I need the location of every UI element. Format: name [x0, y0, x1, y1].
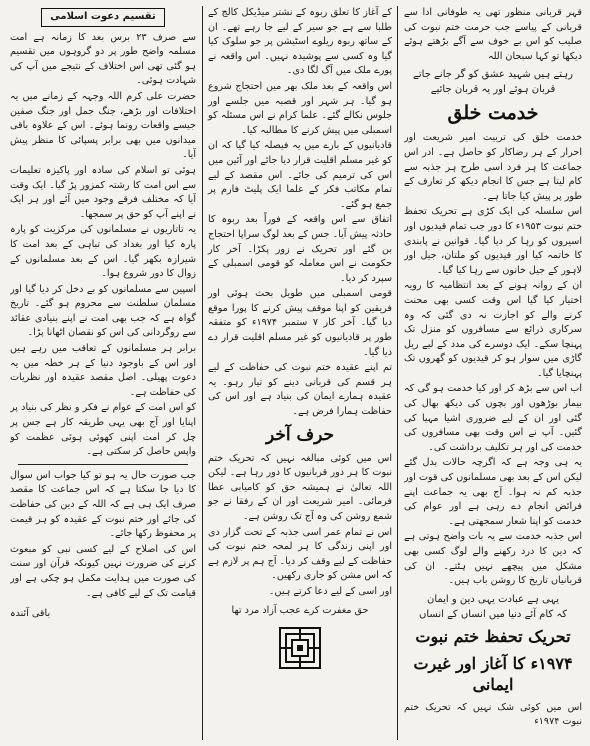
poem-1 [404, 67, 582, 97]
left-paragraph: سے صرف ۲۳ برس بعد کا زمانہ ہے امت مسلمہ واضح طور پر دو گروہوں میں تقسیم ہو گئی تھی اس اختلاف کے نتیجے میں آپ کی شہادت ہوئی۔ [10, 31, 196, 87]
left-paragraph: یہ تاتاریوں نے مسلمانوں کی مرکزیت کو پارہ پارہ کیا اور بغداد کی تباہی کے بعد امت کا شیرازہ بکھر گیا۔ اس کے بعد مسلمانوں کے زوال کا دور شروع ہوا۔ [10, 224, 196, 280]
divider [18, 464, 188, 465]
right-closing: اس میں کوئی شک نہیں کہ تحریک ختم نبوت ۱۹۷۴ء [404, 701, 582, 728]
section-tag: تقسیم دعوت اسلامی [41, 8, 164, 27]
left-paragraph: اسپین سے مسلمانوں کو بے دخل کر دیا گیا اور مسلمان سلطنت سے محروم ہو گئے۔ تاریخ گواہ ہے کہ جب بھی امت نے اپنے بنیادی عقائد سے روگردانی کی اس کو نقصان اٹھانا پڑا۔ [10, 283, 196, 339]
middle-paragraph: اتفاق سے اس واقعہ کے فوراً بعد ربوہ کا حادثہ پیش آیا۔ جس کے بعد لوگ سراپا احتجاج بن گئے اور تحریک نے زور پکڑا۔ آخر کار حکومت نے اس معاملہ کو قومی اسمبلی کے سپرد کر دیا۔ [208, 214, 392, 284]
right-paragraph: اس جذبہ خدمت سے یہ بات واضح ہوتی ہے کہ دین کا درد رکھنے والے لوگ کسی بھی مشکل میں پیچھے نہیں ہٹتے۔ ان کی قربانیاں تاریخ کا روشن باب ہیں۔ [404, 531, 582, 587]
right-paragraph: اب اس سے بڑھ کر اور کیا خدمت ہو گی کہ بیمار بوڑھوں اور بچوں کی دیکھ بھال کی گئی اور ان کے لیے ضروری اشیا مہیا کی گئیں۔ آپ نے اس وقت بھی مسافروں کی خدمت کی اور ہر تکلیف برداشت کی۔ [404, 383, 582, 453]
middle-column [202, 6, 398, 740]
slogan-line-2: ۱۹۷۴ء کا آغاز اور غیرت ایمانی [413, 653, 573, 694]
right-paragraph: یہ ہی وجہ ہے کہ اگرچہ حالات بدل گئے لیکن اس کے بعد بھی مسلمانوں کی قوت اور جذبہ کم نہ ہوا۔ آج بھی یہ جماعت اپنے فرائض انجام دے رہی ہے اور عوام کی خدمت کو اپنا شعار سمجھتی ہے۔ [404, 457, 582, 527]
continued-note: باقی آئندہ [10, 608, 51, 620]
middle-paragraph: کے آغاز کا تعلق ربوہ کے نشتر میڈیکل کالج کے طلبا سے ہے جو سیر کے لیے جا رہے تھے۔ ان کے ساتھ ربوہ ریلوے اسٹیشن پر جو سلوک کیا گیا وہ کسی سے پوشیدہ نہیں۔ اس واقعہ نے پورے ملک میں آگ لگا دی۔ [208, 7, 392, 77]
ornament-icon [208, 626, 392, 670]
heading-harf-e-akhir: حرف آخر [265, 424, 335, 445]
middle-final-paragraph: اس میں کوئی مبالغہ نہیں کہ تحریک ختم نبوت کا ہر دور قربانیوں کا دور رہا ہے۔ لیکن اللہ تعالیٰ نے ہمیشہ حق کو کامیابی عطا فرمائی۔ امیر شریعت اور ان کے رفقا نے جو شمع روشن کی وہ آج تک روشن ہے۔ [208, 452, 392, 522]
middle-final-paragraph: اور اسی کے لیے دعا کرتے ہیں۔ [268, 585, 392, 597]
heading-khidmat-e-khalq: خدمت خلق [447, 102, 539, 125]
poem-1-line-2: قربان ہوئے اور یہ قربان جائیے [430, 84, 556, 96]
right-paragraph: خدمت خلق کی تربیت امیر شریعت اور احرار کے ہر رضاکار کو حاصل ہے۔ ادر اس جماعت کا ہر فرد اسی طرح ہر جذبہ سے کام لیتا ہے جس کا انجام دیکھ کر تعارف کے طور پر پیش کیا جاتا ہے۔ [404, 132, 582, 202]
middle-final-paragraph: اس نے تمام عمر اسی جذبہ کے تحت گزار دی اور اپنی زندگی کا ہر لمحہ ختم نبوت کی حفاظت کے لیے وقف کر دیا۔ آج ہم پر لازم ہے کہ اس مشن کو جاری رکھیں۔ [208, 526, 392, 582]
left-column [10, 6, 196, 740]
middle-paragraph: قومی اسمبلی میں طویل بحث ہوئی اور فریقین کو اپنا موقف پیش کرنے کا پورا موقع دیا گیا۔ آخر کار ۷ ستمبر ۱۹۷۴ء کو متفقہ طور پر قادیانیوں کو غیر مسلم اقلیت قرار دے دیا گیا۔ [208, 288, 392, 358]
middle-paragraph: اس واقعہ کے بعد ملک بھر میں احتجاج شروع ہو گیا۔ ہر شہر اور قصبہ میں جلسے اور جلوس نکالے گئے۔ علما کرام نے اس مسئلہ کو اسمبلی میں پیش کرنے کا مطالبہ کیا۔ [208, 80, 392, 136]
left-paragraph: اس کی اصلاح کے لیے کسی نبی کو مبعوث کرنے کی ضرورت نہیں کیونکہ قرآن اور سنت کی صورت میں ہدایت مکمل ہو چکی ہے اور قیامت تک کے لیے کافی ہے۔ [10, 543, 196, 599]
middle-paragraph: قادیانیوں کے بارے میں یہ فیصلہ کیا گیا کہ ان کو غیر مسلم اقلیت قرار دیا جائے اور آئین میں اس کی ترمیم کی جائے۔ اس مقصد کے لیے تمام مکاتب فکر کے علما ایک پلیٹ فارم پر جمع ہو گئے۔ [208, 140, 392, 210]
left-paragraph: جب صورت حال یہ ہو تو کیا جواب اس سوال کا دیا جا سکتا ہے کہ اس جماعت کا مقصد صرف ایک ہی ہے کہ اللہ کے دین کی حفاظت کی جائے اور ختم نبوت کے عقیدہ کو ہر قیمت پر محفوظ رکھا جائے۔ [10, 469, 196, 540]
poem-2-line-1: یہی ہے عبادت یہی دین و ایمان [426, 593, 560, 605]
right-column [404, 6, 582, 740]
left-paragraph: کو اس امت کے عوام نے فکر و نظر کی بنیاد پر اپنایا اور آج بھی یہی طریقہ کار ہے جس پر چل کر امت اپنی کھوئی ہوئی عظمت کو واپس حاصل کر سکتی ہے۔ [10, 402, 196, 458]
middle-paragraph: تم اپنے عقیدہ ختم نبوت کی حفاظت کے لیے ہر قسم کی قربانی دینے کو تیار رہو۔ یہ عقیدہ ہمارے ایمان کی بنیاد ہے اور اس کی حفاظت ہمارا فرض ہے۔ [208, 362, 392, 418]
right-paragraph: ان کے روانہ ہونے کے بعد انتظامیہ کا رویہ اختیار کیا گیا اس وقت کسی بھی محنت کرنے والے کو اجازت نہ دی گئی کہ وہ سرکاری ذرائع سے مسافروں کو منزل تک پہنچا سکے۔ ایک دوسرے کی مدد کے لیے ریل گاڑی میں سوار ہو کر قیدیوں کو گھروں تک پہنچایا گیا۔ [404, 280, 582, 379]
poem-1-line-1: رہتے ہیں شہید عشق کو گر جانے جاتے [413, 69, 573, 81]
closing-verse: حق مغفرت کرے عجب آزاد مرد تھا [231, 604, 369, 616]
left-paragraph: ہوئی تو اسلام کی سادہ اور پاکیزہ تعلیمات سے اس امت کا رشتہ کمزور پڑ گیا۔ ایک وقت آیا کہ مختلف فرقے وجود میں آئے اور ہر ایک نے اپنے آپ کو حق پر سمجھا۔ [10, 164, 196, 220]
left-paragraph: برابر ہر مسلمانوں کے تعاقب میں رہے ہیں اور اس کے باوجود دنیا کے ہر خطہ میں یہ دعوت پھیلی۔ اصل مقصد عقیدہ اور نظریات کی حفاظت ہے۔ [10, 343, 196, 398]
right-intro: قہر قربانی منظور تھی یہ طوفانی ادا سے قربانی کے پیاسے جب حرمت ختم نبوت کی صلیب کو اس بے خوف سے آگے بڑھتے ہوئے دیکھا تو کہا سبحان اللہ [404, 7, 582, 62]
left-paragraph: حضرت علی کرم اللہ وجہہ کے زمانے میں یہ اختلافات اور بڑھے، جنگ جمل اور جنگ صفین جیسے واقعات رونما ہوئے۔ اس کے علاوہ باقی میدانوں میں بھی برابر پسپائی کا منظر پیش آیا۔ [10, 90, 196, 161]
poem-2 [404, 592, 582, 622]
slogan-line-1: تحریک تحفظ ختم نبوت [415, 626, 571, 646]
right-paragraph: اس سلسلہ کی ایک کڑی ہے تحریک تحفظ ختم نبوت ۱۹۵۳ء کا دور جب تمام قیدیوں اور اسیروں کو رہا کر دیا گیا۔ قوانین نے پابندی کا خاتمہ کیا اور قیدیوں کو ملتان، جیل اور لاہور کے جیل خانوں سے رہا کیا گیا۔ [404, 206, 582, 276]
poem-2-line-2: کہ کام آئے دنیا میں انساں کے انساں [419, 608, 567, 620]
